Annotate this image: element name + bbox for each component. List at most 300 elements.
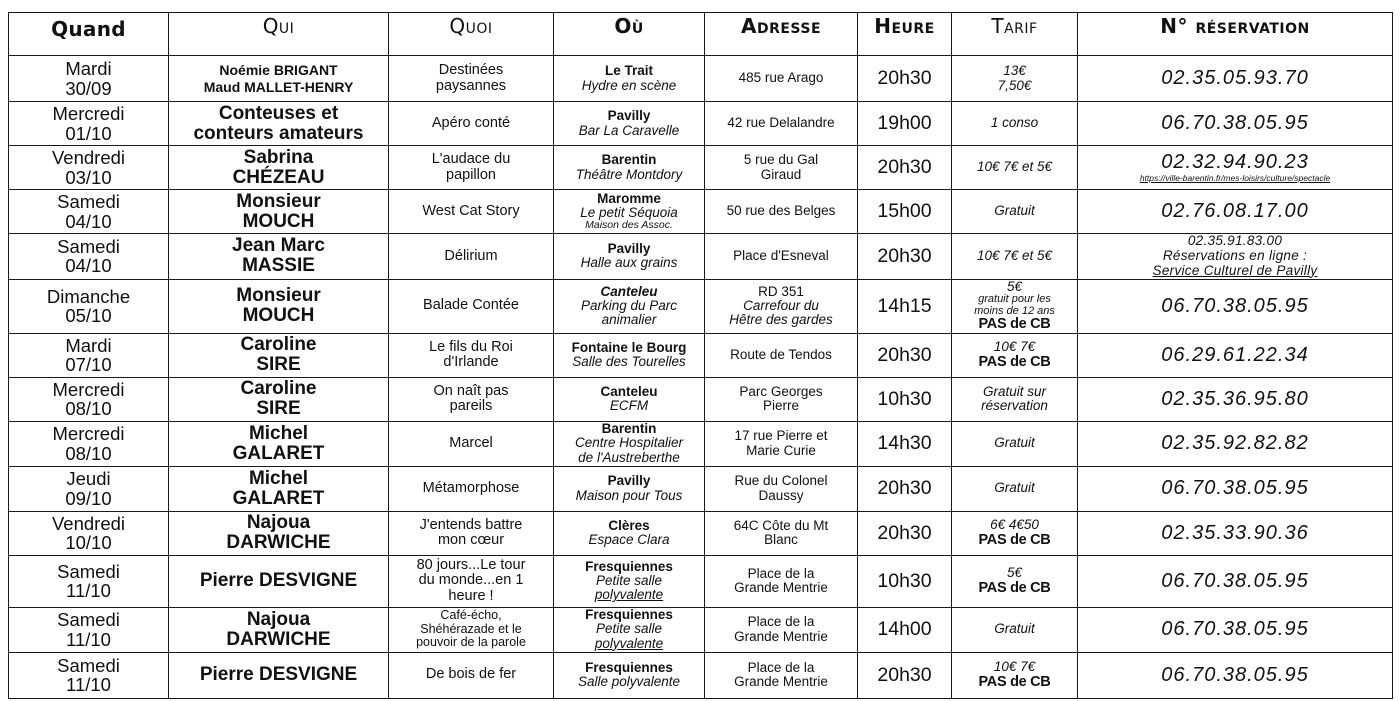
text-line: CHÉZEAU (232, 166, 325, 188)
text-line: 80 jours...Le tour (416, 557, 526, 574)
cell-heure: 14h15 (858, 279, 952, 333)
text-line: 5€ (1006, 565, 1023, 581)
cell-ou (554, 190, 705, 234)
text-line: moins de 12 ans (974, 304, 1055, 317)
text-line: 50 rue des Belges (726, 203, 836, 219)
cell-reservation (1078, 466, 1393, 511)
text-line: Conteuses et (218, 102, 339, 124)
text-line: Najoua (246, 608, 311, 630)
date-label: 08/10 (65, 442, 112, 464)
text-line: Pierre DESVIGNE (199, 664, 358, 686)
cell-quand (9, 652, 169, 698)
text-line: Caroline (240, 378, 317, 400)
cell-adresse (705, 190, 858, 234)
cell-ou (554, 56, 705, 102)
cell-reservation (1078, 56, 1393, 102)
cell-qui (169, 190, 389, 234)
city-label: Canteleu (600, 383, 658, 399)
date-label: 10/10 (65, 532, 112, 554)
cell-heure: 20h30 (858, 511, 952, 555)
reservation-phone: 02.35.92.82.82 (1161, 432, 1309, 455)
cell-tarif (952, 146, 1078, 190)
text-line: réservation (981, 398, 1048, 414)
cell-qui (169, 511, 389, 555)
text-line: 10€ 7€ (993, 659, 1036, 675)
cell-quand (9, 190, 169, 234)
date-label: 08/10 (65, 398, 112, 420)
text-line: 10€ 7€ et 5€ (976, 248, 1053, 264)
event-row (9, 146, 1393, 190)
day-label: Samedi (57, 654, 120, 676)
text-line: 42 rue Delalandre (727, 115, 835, 131)
text-line: Le fils du Roi (429, 338, 513, 355)
cell-quand (9, 607, 169, 652)
date-label: 11/10 (66, 580, 111, 602)
text-line: On naît pas (433, 382, 509, 399)
text-line: Gratuit (994, 203, 1035, 219)
cell-reservation (1078, 190, 1393, 234)
text-line: MASSIE (242, 255, 315, 277)
event-row (9, 377, 1393, 421)
venue-label: Espace Clara (588, 532, 670, 548)
text-line: Najoua (246, 512, 311, 534)
cell-quoi (389, 652, 554, 698)
cell-heure: 20h30 (858, 56, 952, 102)
header-heure: Heure (858, 13, 952, 56)
cell-tarif (952, 102, 1078, 146)
no-card-notice: PAS de CB (978, 316, 1051, 333)
text-line: Blanc (764, 532, 798, 548)
cell-ou (554, 652, 705, 698)
reservation-phone: 06.70.38.05.95 (1161, 569, 1309, 592)
text-line: pouvoir de la parole (416, 635, 526, 650)
cell-tarif (952, 234, 1078, 280)
venue-label: Le petit Séquoia (580, 204, 678, 220)
cell-quoi (389, 190, 554, 234)
cell-tarif (952, 333, 1078, 377)
cell-quoi (389, 511, 554, 555)
cell-quoi (389, 333, 554, 377)
text-line: 7,50€ (997, 77, 1032, 93)
text-line: Café-écho, (440, 607, 502, 622)
cell-adresse (705, 234, 858, 280)
venue-label: Bar La Caravelle (578, 122, 680, 138)
text-line: De bois de fer (425, 666, 517, 683)
venue-label: Hydre en scène (581, 77, 677, 93)
text-line: Michel (248, 467, 309, 489)
reservation-url-link[interactable]: https://ville-barentin.fr/mes-loisirs/culture/spectacle (1139, 173, 1331, 184)
cell-quand (9, 466, 169, 511)
text-line: Place de la (747, 659, 815, 675)
cell-quand (9, 555, 169, 607)
cell-qui (169, 146, 389, 190)
header-tarif: Tarif (952, 13, 1078, 56)
text-line: Route de Tendos (730, 346, 832, 362)
no-card-notice: PAS de CB (978, 579, 1051, 596)
cell-ou (554, 102, 705, 146)
cell-adresse (705, 466, 858, 511)
header-qui: Qui (169, 13, 389, 56)
day-label: Vendredi (51, 512, 126, 534)
cell-adresse (705, 421, 858, 466)
text-line: Michel (248, 422, 309, 444)
text-line: Noémie BRIGANT (219, 62, 338, 79)
cell-reservation (1078, 234, 1393, 280)
text-line: Délirium (444, 247, 498, 264)
cell-ou (554, 234, 705, 280)
cell-qui (169, 102, 389, 146)
text-line: conteurs amateurs (193, 122, 364, 144)
text-line: 6€ 4€50 (990, 517, 1039, 533)
cell-reservation (1078, 102, 1393, 146)
cell-tarif (952, 607, 1078, 652)
city-label: Barentin (601, 421, 657, 437)
cell-qui (169, 56, 389, 102)
text-line: Carrefour du (743, 297, 819, 313)
cell-tarif (952, 377, 1078, 421)
venue-sub-label: Maison des Assoc. (585, 219, 673, 232)
day-label: Mardi (65, 334, 112, 356)
cell-heure: 20h30 (858, 234, 952, 280)
text-line: MOUCH (242, 305, 315, 327)
text-line: Maud MALLET-HENRY (203, 78, 354, 95)
cell-quand (9, 279, 169, 333)
cell-reservation (1078, 279, 1393, 333)
date-label: 11/10 (66, 674, 111, 696)
reservation-phone: 06.70.38.05.95 (1161, 477, 1309, 500)
text-line: RD 351 (758, 283, 804, 299)
text-line: SIRE (256, 354, 301, 376)
cell-tarif (952, 56, 1078, 102)
text-line: Gratuit (994, 621, 1035, 637)
reservation-phone: 02.35.36.95.80 (1161, 387, 1309, 410)
text-line: Balade Contée (423, 297, 519, 314)
text-line: Hêtre des gardes (729, 312, 833, 328)
text-line: Rue du Colonel (734, 473, 828, 489)
city-label: Pavilly (607, 473, 651, 489)
header-adresse: Adresse (705, 13, 858, 56)
reservation-phone: 06.70.38.05.95 (1161, 294, 1309, 317)
cell-quand (9, 421, 169, 466)
date-label: 01/10 (65, 122, 112, 144)
city-label: Fresquiennes (585, 607, 673, 623)
venue-label: polyvalente (594, 635, 664, 651)
day-label: Dimanche (46, 285, 131, 307)
cell-quoi (389, 102, 554, 146)
cell-heure: 10h30 (858, 555, 952, 607)
event-row (9, 102, 1393, 146)
programme-rows (9, 56, 1393, 699)
cell-reservation (1078, 146, 1393, 190)
cell-heure: 14h30 (858, 421, 952, 466)
cell-tarif (952, 421, 1078, 466)
text-line: pareils (449, 398, 493, 415)
cell-qui (169, 607, 389, 652)
day-label: Jeudi (66, 468, 111, 490)
text-line: gratuit pour les (978, 292, 1051, 305)
text-line: J'entends battre (419, 516, 523, 533)
cell-heure: 20h30 (858, 652, 952, 698)
date-label: 05/10 (65, 305, 112, 327)
cell-qui (169, 333, 389, 377)
text-line: Grande Mentrie (734, 628, 828, 644)
venue-label: animalier (601, 312, 657, 328)
text-line: Grande Mentrie (734, 580, 828, 596)
cell-tarif (952, 190, 1078, 234)
cell-qui (169, 279, 389, 333)
event-row (9, 555, 1393, 607)
day-label: Samedi (57, 191, 120, 213)
text-line: Gratuit (994, 435, 1035, 451)
cell-qui (169, 555, 389, 607)
cell-tarif (952, 652, 1078, 698)
cell-quand (9, 56, 169, 102)
header-quand: Quand (9, 13, 169, 56)
city-label: Barentin (601, 152, 657, 168)
day-label: Mercredi (52, 423, 125, 445)
cell-quoi (389, 279, 554, 333)
text-line: Caroline (240, 334, 317, 356)
cell-heure: 20h30 (858, 333, 952, 377)
reservation-line: Réservations en ligne : (1162, 247, 1308, 263)
cell-qui (169, 377, 389, 421)
city-label: Fresquiennes (585, 659, 673, 675)
online-booking-link[interactable]: Service Culturel de Pavilly (1152, 262, 1318, 278)
city-label: Pavilly (607, 108, 651, 124)
cell-ou (554, 333, 705, 377)
text-line: 1 conso (990, 115, 1039, 131)
reservation-line: 02.35.91.83.00 (1187, 233, 1283, 248)
reservation-phone: 02.32.94.90.23 (1161, 151, 1309, 174)
text-line: Gratuit (994, 480, 1035, 496)
cell-tarif (952, 555, 1078, 607)
cell-adresse (705, 56, 858, 102)
text-line: MOUCH (242, 210, 315, 232)
text-line: Monsieur (236, 285, 321, 307)
cell-qui (169, 234, 389, 280)
cell-adresse (705, 279, 858, 333)
cell-quand (9, 511, 169, 555)
cell-qui (169, 466, 389, 511)
text-line: 64C Côte du Mt (733, 517, 829, 533)
date-label: 09/10 (65, 487, 112, 509)
text-line: paysannes (435, 77, 507, 94)
date-label: 04/10 (65, 210, 112, 232)
cell-heure: 20h30 (858, 466, 952, 511)
cell-qui (169, 652, 389, 698)
cell-heure: 14h00 (858, 607, 952, 652)
cell-quoi (389, 56, 554, 102)
cell-quand (9, 102, 169, 146)
text-line: Destinées (438, 62, 504, 79)
cell-ou (554, 421, 705, 466)
event-row (9, 190, 1393, 234)
venue-label: ECFM (609, 398, 649, 414)
venue-label: Parking du Parc (580, 297, 678, 313)
cell-ou (554, 466, 705, 511)
cell-reservation (1078, 607, 1393, 652)
reservation-phone: 06.70.38.05.95 (1161, 618, 1309, 641)
cell-adresse (705, 333, 858, 377)
reservation-phone: 06.29.61.22.34 (1161, 343, 1309, 366)
cell-quoi (389, 146, 554, 190)
cell-quoi (389, 234, 554, 280)
header-quoi: Quoi (389, 13, 554, 56)
event-row (9, 279, 1393, 333)
event-row (9, 511, 1393, 555)
cell-reservation (1078, 333, 1393, 377)
cell-ou (554, 279, 705, 333)
venue-label: Salle polyvalente (577, 674, 681, 690)
no-card-notice: PAS de CB (978, 531, 1051, 548)
text-line: Grande Mentrie (734, 674, 828, 690)
header-reservation: N° réservation (1078, 13, 1393, 56)
reservation-phone: 02.35.33.90.36 (1161, 521, 1309, 544)
text-line: SIRE (256, 398, 301, 420)
text-line: Place de la (747, 614, 815, 630)
text-line: mon cœur (437, 532, 505, 549)
cell-tarif (952, 279, 1078, 333)
cell-quoi (389, 555, 554, 607)
day-label: Mercredi (52, 378, 125, 400)
cell-reservation (1078, 555, 1393, 607)
city-label: Fresquiennes (585, 558, 673, 574)
day-label: Mardi (65, 58, 112, 80)
cell-quoi (389, 607, 554, 652)
city-label: Le Trait (604, 63, 653, 79)
venue-label: Maison pour Tous (575, 487, 683, 503)
text-line: du monde...en 1 (418, 572, 524, 589)
text-line: Métamorphose (422, 479, 520, 496)
cell-quoi (389, 421, 554, 466)
venue-label: Salle des Tourelles (572, 354, 686, 370)
text-line: West Cat Story (422, 202, 520, 219)
header-row (9, 13, 1393, 56)
venue-label: Centre Hospitalier (574, 435, 684, 451)
text-line: d'Irlande (443, 354, 499, 371)
cell-adresse (705, 146, 858, 190)
cell-heure: 19h00 (858, 102, 952, 146)
event-row (9, 607, 1393, 652)
cell-adresse (705, 555, 858, 607)
cell-ou (554, 377, 705, 421)
no-card-notice: PAS de CB (978, 353, 1051, 370)
cell-ou (554, 607, 705, 652)
text-line: Place d'Esneval (733, 248, 829, 264)
text-line: GALARET (232, 442, 325, 464)
cell-ou (554, 555, 705, 607)
cell-quoi (389, 377, 554, 421)
text-line: Shéhérazade et le (420, 621, 522, 636)
day-label: Samedi (57, 235, 120, 257)
city-label: Fontaine le Bourg (571, 339, 687, 355)
day-label: Samedi (57, 560, 120, 582)
reservation-phone: 02.76.08.17.00 (1161, 200, 1309, 222)
venue-label: Petite salle (595, 572, 663, 588)
day-label: Samedi (57, 609, 120, 631)
no-card-notice: PAS de CB (978, 673, 1051, 690)
programme-table (8, 12, 1393, 699)
text-line: Parc Georges (739, 383, 823, 399)
cell-quand (9, 146, 169, 190)
cell-reservation (1078, 652, 1393, 698)
text-line: 5€ (1006, 279, 1023, 294)
cell-quand (9, 377, 169, 421)
event-row (9, 466, 1393, 511)
event-row (9, 421, 1393, 466)
date-label: 11/10 (66, 628, 111, 650)
text-line: L'audace du (431, 151, 511, 168)
venue-label: Halle aux grains (580, 255, 678, 271)
day-label: Vendredi (51, 147, 126, 169)
text-line: Daussy (758, 487, 804, 503)
cell-quand (9, 333, 169, 377)
cell-reservation (1078, 511, 1393, 555)
cell-qui (169, 421, 389, 466)
city-label: Maromme (597, 190, 661, 206)
cell-ou (554, 511, 705, 555)
event-row (9, 652, 1393, 698)
day-label: Mercredi (52, 103, 125, 125)
text-line: DARWICHE (226, 628, 331, 650)
venue-label: de l'Austreberthe (578, 449, 680, 465)
venue-label: Petite salle (595, 621, 663, 637)
cell-heure: 10h30 (858, 377, 952, 421)
cell-reservation (1078, 377, 1393, 421)
text-line: Apéro conté (431, 114, 511, 131)
event-row (9, 333, 1393, 377)
text-line: DARWICHE (226, 532, 331, 554)
text-line: Pierre (762, 398, 799, 414)
cell-adresse (705, 511, 858, 555)
cell-ou (554, 146, 705, 190)
text-line: Jean Marc (232, 235, 325, 257)
text-line: Marcel (449, 434, 493, 451)
reservation-phone: 02.35.05.93.70 (1161, 67, 1309, 89)
text-line: Marie Curie (746, 442, 816, 458)
cell-heure: 15h00 (858, 190, 952, 234)
event-row (9, 234, 1393, 280)
cell-quoi (389, 466, 554, 511)
text-line: 10€ 7€ (993, 339, 1036, 355)
text-line: GALARET (232, 487, 325, 509)
date-label: 03/10 (65, 166, 112, 188)
cell-tarif (952, 466, 1078, 511)
city-label: Clères (608, 517, 650, 533)
date-label: 04/10 (65, 255, 112, 277)
text-line: papillon (446, 166, 496, 183)
text-line: 5 rue du Gal (743, 152, 819, 168)
text-line: heure ! (448, 587, 494, 604)
city-label: Pavilly (607, 241, 651, 257)
cell-tarif (952, 511, 1078, 555)
text-line: Monsieur (236, 190, 321, 212)
header-ou: Où (554, 13, 705, 56)
text-line: Gratuit sur (982, 383, 1047, 399)
reservation-phone: 06.70.38.05.95 (1161, 663, 1309, 686)
event-row (9, 56, 1393, 102)
cell-adresse (705, 102, 858, 146)
cell-quand (9, 234, 169, 280)
cell-reservation (1078, 421, 1393, 466)
text-line: 485 rue Arago (738, 70, 824, 86)
cell-adresse (705, 652, 858, 698)
text-line: Place de la (747, 565, 815, 581)
text-line: 10€ 7€ et 5€ (976, 159, 1053, 175)
text-line: Pierre DESVIGNE (199, 570, 358, 592)
date-label: 30/09 (65, 77, 112, 99)
text-line: Sabrina (243, 146, 314, 168)
